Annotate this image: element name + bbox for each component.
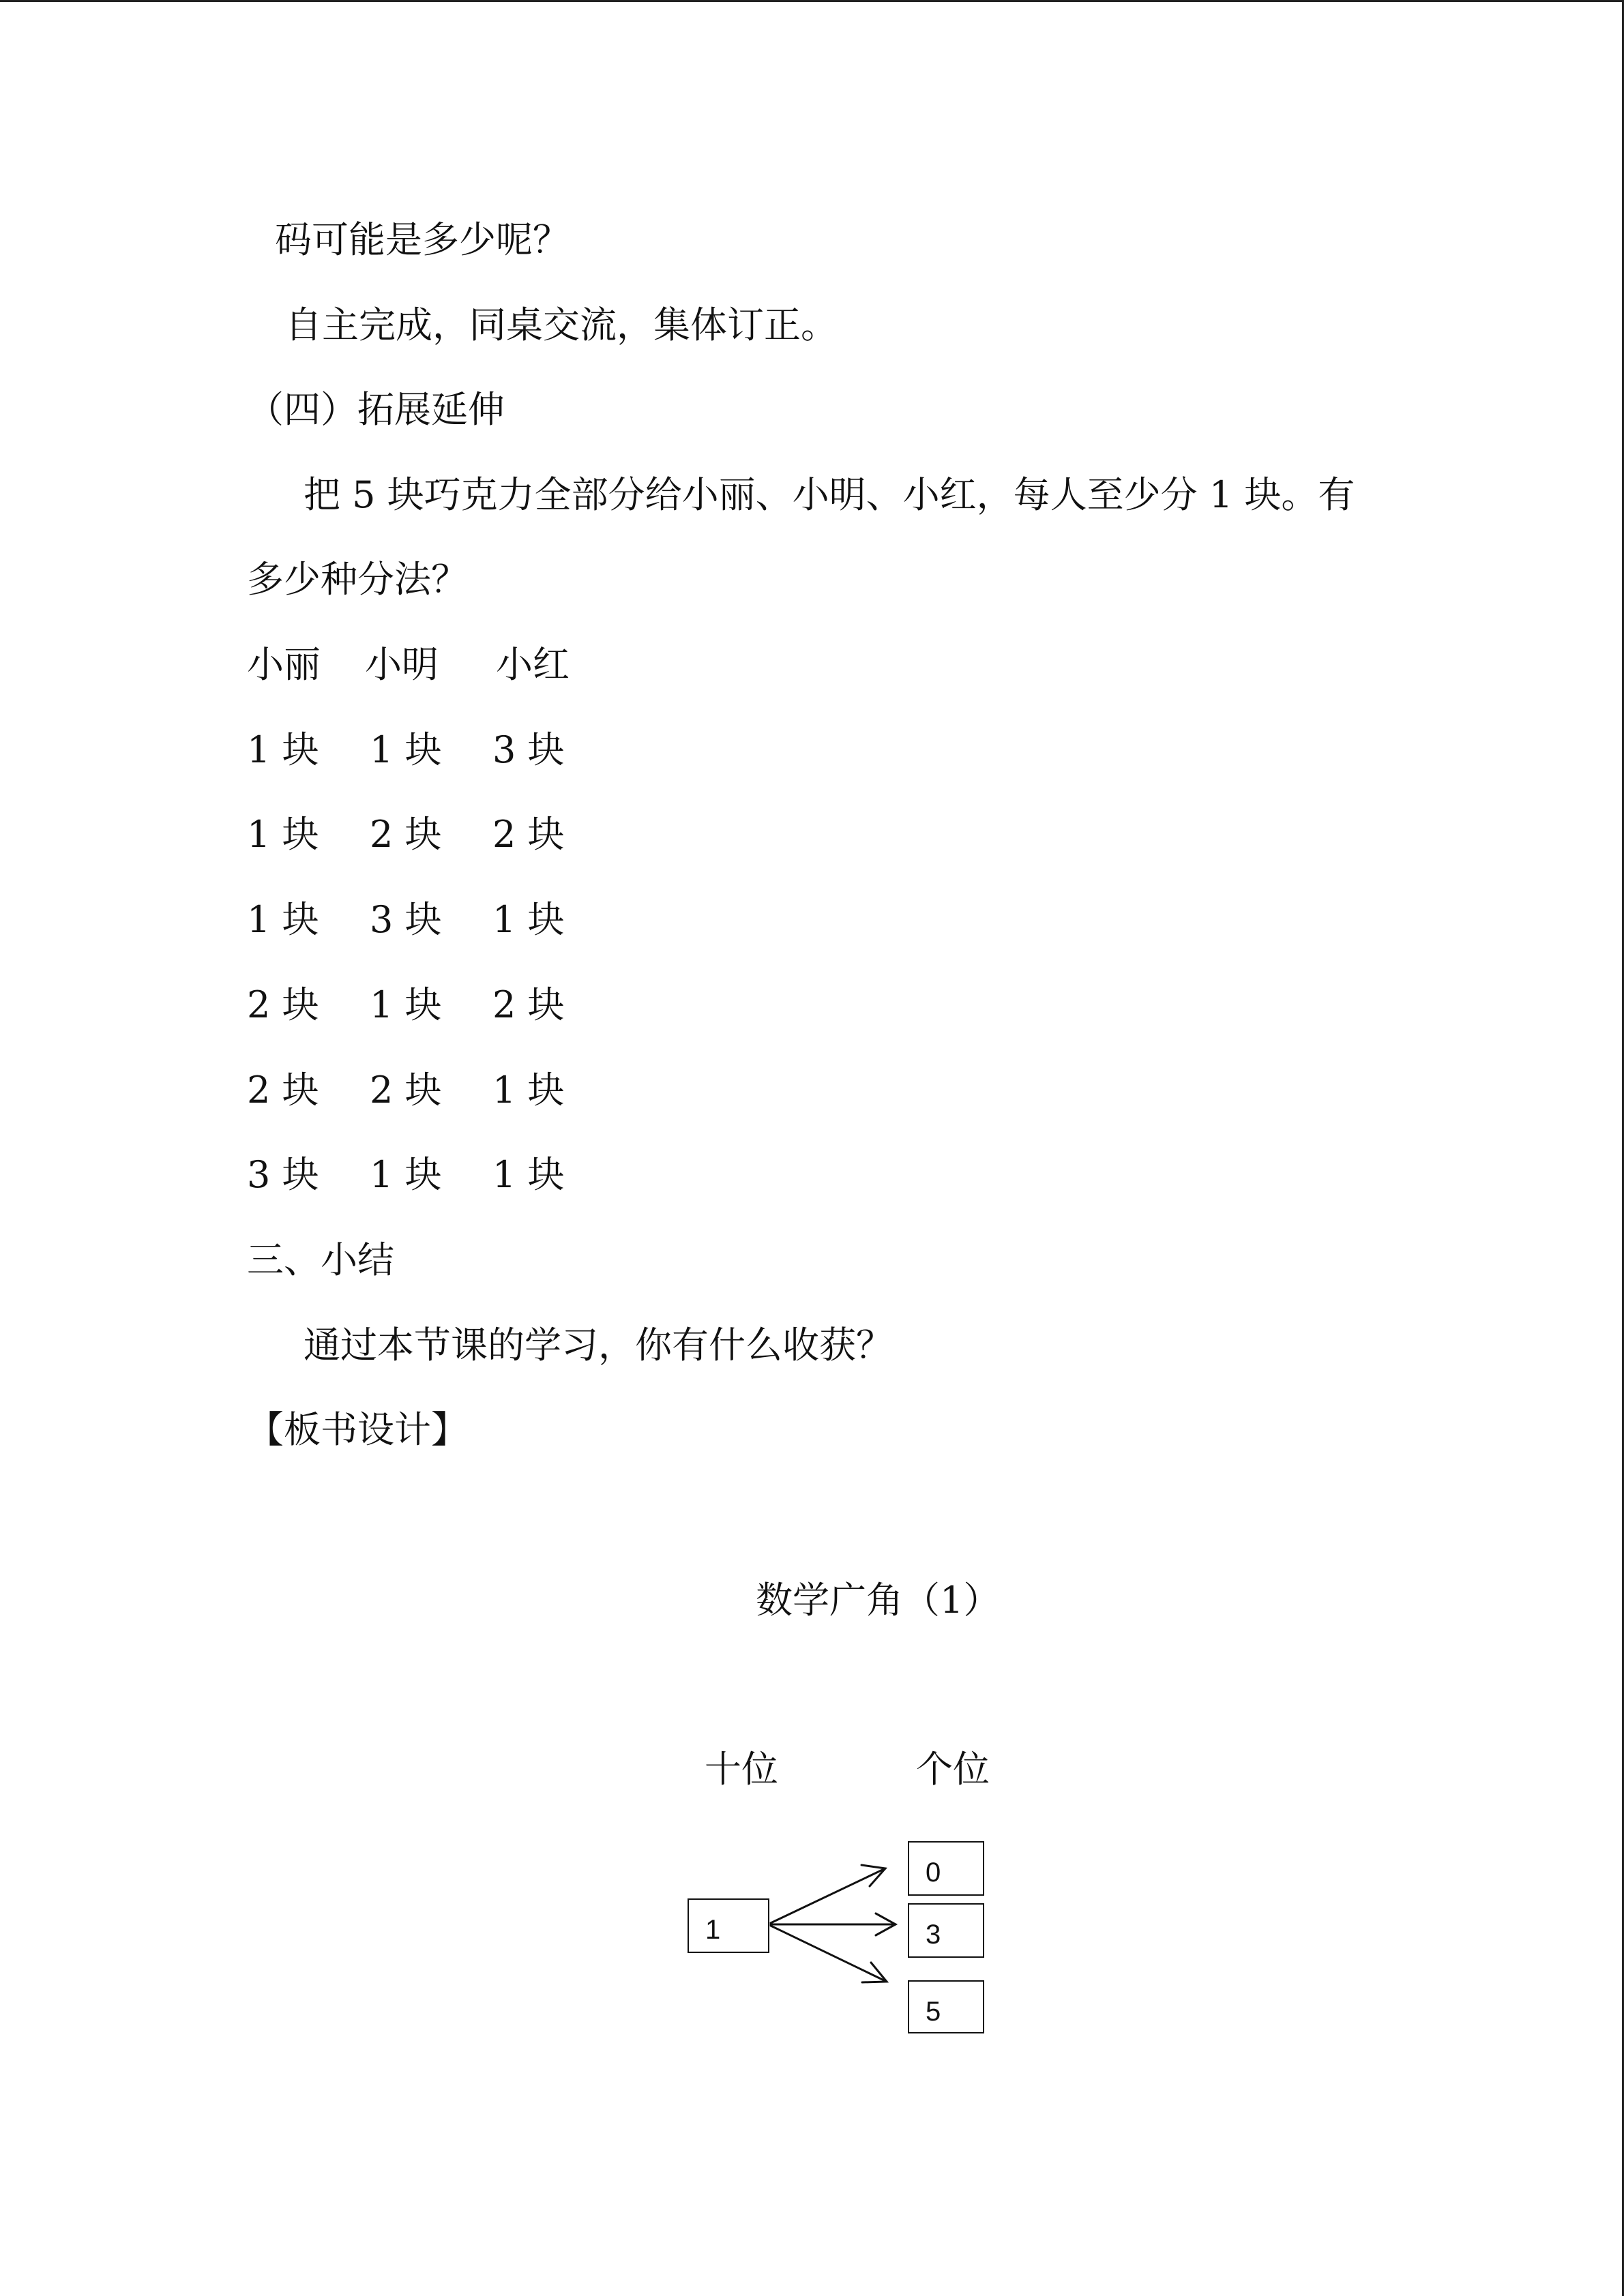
arrow-to-0 bbox=[771, 1865, 885, 1923]
table-cell: 1 块 bbox=[370, 728, 442, 771]
table-cell: 1 块 bbox=[492, 1069, 565, 1112]
table-cell: 1 块 bbox=[247, 813, 319, 856]
text-line-2: 自主完成，同桌交流，集体订正。 bbox=[285, 303, 838, 346]
table-cell: 2 块 bbox=[247, 983, 319, 1026]
table-header: 小丽 bbox=[247, 643, 321, 686]
table-cell: 2 块 bbox=[370, 1069, 442, 1112]
ones-digit: 5 bbox=[926, 1997, 941, 2027]
section-heading-extension: （四）拓展延伸 bbox=[247, 388, 505, 431]
table-cell: 1 块 bbox=[370, 983, 442, 1026]
table-header: 小明 bbox=[365, 643, 439, 686]
arrow-to-5 bbox=[771, 1926, 887, 1982]
board-title: 数学广角（1） bbox=[756, 1579, 1001, 1622]
table-cell: 1 块 bbox=[492, 898, 565, 941]
problem-text-continued: 多少种分法？ bbox=[247, 558, 468, 601]
table-cell: 1 块 bbox=[492, 1153, 565, 1196]
board-design-heading: 【板书设计】 bbox=[247, 1408, 468, 1451]
table-cell: 3 块 bbox=[370, 898, 442, 941]
summary-text: 通过本节课的学习，你有什么收获？ bbox=[304, 1324, 893, 1367]
arrow-to-3 bbox=[771, 1913, 896, 1935]
ones-digit: 0 bbox=[926, 1858, 941, 1888]
table-header: 小红 bbox=[496, 643, 570, 686]
table-cell: 1 块 bbox=[247, 728, 319, 771]
table-cell: 2 块 bbox=[370, 813, 442, 856]
table-cell: 3 块 bbox=[492, 728, 565, 771]
table-cell: 1 块 bbox=[247, 898, 319, 941]
table-cell: 2 块 bbox=[492, 813, 565, 856]
table-cell: 2 块 bbox=[492, 983, 565, 1026]
ones-digit: 3 bbox=[926, 1920, 941, 1950]
table-cell: 1 块 bbox=[370, 1153, 442, 1196]
tens-label: 十位 bbox=[705, 1748, 778, 1791]
summary-heading: 三、小结 bbox=[247, 1238, 394, 1281]
ones-label: 个位 bbox=[916, 1748, 990, 1791]
tens-digit: 1 bbox=[705, 1915, 721, 1945]
table-cell: 2 块 bbox=[247, 1069, 319, 1112]
problem-text: 把 5 块巧克力全部分给小丽、小明、小红，每人至少分 1 块。有 bbox=[304, 473, 1355, 516]
table-cell: 3 块 bbox=[247, 1153, 319, 1196]
text-line-1: 码可能是多少呢？ bbox=[275, 218, 570, 261]
